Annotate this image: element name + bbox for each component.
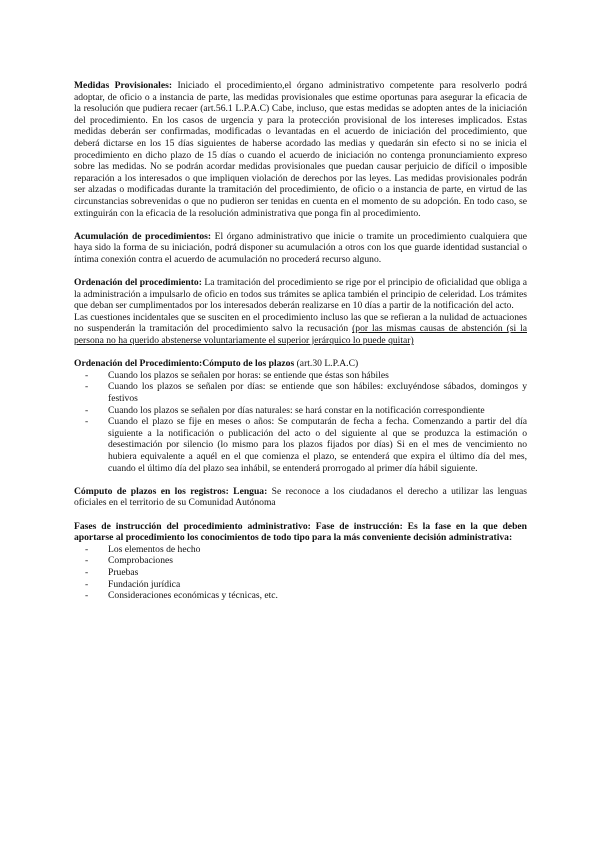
- ordenacion-section: [74, 277, 527, 347]
- ordenacion-heading: Ordenación del procedimiento:: [74, 277, 202, 289]
- computo-title-line: [74, 358, 527, 370]
- recusacion-note: (por las mismas causas de abstención (si la persona no ha querido abstenerse voluntariamente el superior jerárquico lo puede quitar): [74, 323, 527, 347]
- list-item: - Comprobaciones: [108, 555, 527, 567]
- list-item: - Fundación jurídica: [108, 579, 527, 591]
- fases-section: [74, 521, 527, 602]
- computo-reference: (art.30 L.P.A.C): [294, 358, 359, 370]
- computo-list: [74, 370, 527, 474]
- cuestiones-incidentales-paragraph: [74, 312, 527, 347]
- computo-section: [74, 358, 527, 474]
- ordenacion-text: La tramitación del procedimiento se rige por el principio de oficialidad que obliga a la administración a impulsarlo de oficio en todos sus trámites se aplica también el principio de celeridad. Los trámites que deban ser cumplimentados por los interesados deberán realizarse en 10 días a partir de la notificación del acto.: [74, 277, 527, 312]
- acumulacion-text: El órgano administrativo que inicie o tramite un procedimiento cualquiera que haya sido la forma de su iniciación, podrá disponer su acumulación a otros con los que guarde identidad sustancial o íntima conexión contra el acuerdo de acumulación no procederá recurso alguno.: [74, 230, 528, 265]
- lengua-heading: Cómputo de plazos en los registros: Lengua:: [74, 485, 268, 497]
- fases-list: [74, 544, 527, 602]
- lengua-text: Se reconoce a los ciudadanos el derecho a utilizar las lenguas oficiales en el territorio de su Comunidad Autónoma: [74, 485, 527, 509]
- cuestiones-incidentales-text: Las cuestiones incidentales que se susciten en el procedimiento incluso las que se refieran a la nulidad de actuaciones no suspenderán la tramitación del procedimiento salvo la recusación: [74, 311, 527, 335]
- computo-heading: Ordenación del Procedimiento:Cómputo de los plazos: [74, 358, 295, 370]
- lengua-paragraph: [74, 486, 527, 509]
- acumulacion-heading: Acumulación de procedimientos:: [74, 230, 212, 242]
- list-item: - Pruebas: [108, 567, 527, 579]
- acumulacion-paragraph: [74, 231, 527, 266]
- medidas-provisionales-paragraph: [74, 80, 527, 219]
- fases-heading: Fases de instrucción del procedimiento administrativo: Fase de instrucción: Es la fase en la que deben aportarse al procedimiento los conocimientos de todo tipo para la más conveniente decisión administrativa:: [74, 520, 527, 544]
- fases-paragraph: [74, 521, 527, 544]
- list-item: - Consideraciones económicas y técnicas, etc.: [108, 590, 527, 602]
- ordenacion-paragraph: [74, 277, 527, 312]
- list-item: - Cuando los plazos se señalen por horas: se entiende que éstas son hábiles: [108, 370, 527, 382]
- list-item: - Cuando el plazo se fije en meses o años: Se computarán de fecha a fecha. Comenzando a partir del día siguiente a la notificación o publicación del acto o del siguiente al que se produzca la estimación o desestimación por silencio (lo mismo para los plazos fijados por días) Si en el mes de vencimiento no hubiera equivalente a aquél en el que comienza el plazo, se entenderá que expira el último día del mes, cuando el último día del plazo sea inhábil, se entenderá prorrogado al primer día hábil siguiente.: [108, 416, 527, 474]
- list-item: - Cuando los plazos se señalen por días: se entiende que son hábiles: excluyéndose sábados, domingos y festivos: [108, 381, 527, 404]
- list-item: - Cuando los plazos se señalen por días naturales: se hará constar en la notificación correspondiente: [108, 405, 527, 417]
- medidas-provisionales-heading: Medidas Provisionales:: [74, 80, 173, 91]
- medidas-provisionales-text: Iniciado el procedimiento,el órgano administrativo competente para resolverlo podrá adoptar, de oficio o a instancia de parte, las medidas provisionales que estime oportunas para asegurar la eficacia de la resolución que pudiera recaer (art.56.1 L.P.A.C) Cabe, incluso, que estas medidas se adopten antes de la iniciación del procedimiento. En los casos de urgencia y para la protección provisional de los intereses implicados. Estas medidas deberán ser confirmadas, modificadas o levantadas en el acuerdo de iniciación del procedimiento, que deberá dictarse en los 15 días siguientes de haberse acordado las medias y quedarán sin efecto si no se inicia el procedimiento en dicho plazo de 15 días o cuando el acuerdo de iniciación no contenga pronunciamiento expreso sobre las medidas. No se podrán acordar medidas provisionales que puedan causar perjuicio de difícil o imposible reparación a los interesados o que impliquen violación de derechos por las leyes. Las medidas provisionales podrán ser alzadas o modificadas durante la tramitación del procedimiento, de oficio o a instancia de parte, en virtud de las circunstancias sobrevenidas o que no pudieron ser tenidas en cuenta en el momento de su adopción. En todo caso, se extinguirán con la eficacia de la resolución administrativa que ponga fin al procedimiento.: [74, 80, 528, 219]
- list-item: - Los elementos de hecho: [108, 544, 527, 556]
